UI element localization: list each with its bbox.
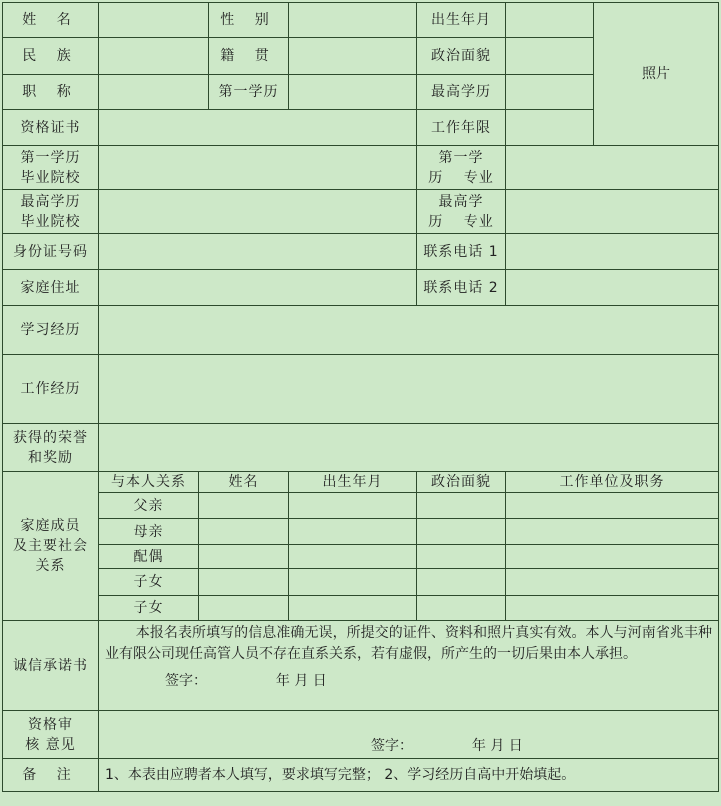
family-birth-field[interactable]	[289, 569, 417, 596]
family-birth-field[interactable]	[289, 545, 417, 569]
label-political: 政治面貌	[417, 38, 506, 75]
high-major-field[interactable]	[506, 190, 719, 234]
review-date: 年 月 日	[471, 738, 523, 754]
label-study: 学习经历	[3, 306, 99, 355]
label-family	[3, 472, 99, 621]
name-field[interactable]	[99, 3, 209, 38]
family-political-field[interactable]	[417, 596, 506, 621]
family-relation: 子女	[99, 596, 199, 621]
work-years-field[interactable]	[506, 110, 594, 146]
first-degree-field[interactable]	[289, 75, 417, 110]
family-birth-field[interactable]	[289, 519, 417, 545]
label-work-years: 工作年限	[417, 110, 506, 146]
family-relation: 子女	[99, 569, 199, 596]
label-honors	[3, 424, 99, 472]
label-name: 姓 名	[3, 3, 99, 38]
birth-field[interactable]	[506, 3, 594, 38]
label-high-major	[417, 190, 506, 234]
label-integrity: 诚信承诺书	[3, 621, 99, 711]
pledge-signature-line	[105, 671, 712, 692]
family-birth-field[interactable]	[289, 493, 417, 519]
first-major-field[interactable]	[506, 146, 719, 190]
label-first-major-line1: 第一学	[438, 149, 484, 166]
id-number-field[interactable]	[99, 234, 417, 270]
label-review-line2: 核 意见	[25, 736, 76, 753]
label-high-school-line2: 毕业院校	[20, 213, 81, 230]
family-name-field[interactable]	[199, 569, 289, 596]
family-header-name: 姓名	[199, 472, 289, 493]
label-first-major-line2: 历 专业	[428, 169, 494, 186]
label-certificate: 资格证书	[3, 110, 99, 146]
highest-degree-field[interactable]	[506, 75, 594, 110]
pledge-text: 本报名表所填写的信息准确无误，所提交的证件、资料和照片真实有效。本人与河南省兆丰种业有限公司现任高管人员不存在直系关系，若有虚假，所产生的一切后果由本人承担。	[105, 625, 712, 662]
label-id-number: 身份证号码	[3, 234, 99, 270]
label-title: 职 称	[3, 75, 99, 110]
application-form	[2, 2, 719, 792]
political-field[interactable]	[506, 38, 594, 75]
pledge-sign-label: 签字：	[165, 673, 207, 689]
family-political-field[interactable]	[417, 493, 506, 519]
label-high-school	[3, 190, 99, 234]
label-ethnicity: 民 族	[3, 38, 99, 75]
label-honors-line1: 获得的荣誉	[13, 429, 88, 446]
phone1-field[interactable]	[506, 234, 719, 270]
family-relation: 母亲	[99, 519, 199, 545]
label-first-major	[417, 146, 506, 190]
work-field[interactable]	[99, 355, 719, 424]
high-school-field[interactable]	[99, 190, 417, 234]
family-political-field[interactable]	[417, 519, 506, 545]
family-relation: 父亲	[99, 493, 199, 519]
family-political-field[interactable]	[417, 569, 506, 596]
label-high-major-line1: 最高学	[438, 193, 484, 210]
first-school-field[interactable]	[99, 146, 417, 190]
gender-field[interactable]	[289, 3, 417, 38]
label-gender: 性 别	[209, 3, 289, 38]
review-box[interactable]	[99, 711, 719, 759]
label-first-degree: 第一学历	[209, 75, 289, 110]
label-family-line1: 家庭成员	[20, 518, 81, 534]
family-header-political: 政治面貌	[417, 472, 506, 493]
review-sign-label: 签字：	[371, 738, 413, 754]
label-phone2: 联系电话 2	[417, 270, 506, 306]
family-work-field[interactable]	[506, 519, 719, 545]
label-highest-degree: 最高学历	[417, 75, 506, 110]
label-native-place: 籍 贯	[209, 38, 289, 75]
label-first-school-line2: 毕业院校	[20, 169, 81, 186]
study-field[interactable]	[99, 306, 719, 355]
family-name-field[interactable]	[199, 519, 289, 545]
family-name-field[interactable]	[199, 545, 289, 569]
label-phone1: 联系电话 1	[417, 234, 506, 270]
phone2-field[interactable]	[506, 270, 719, 306]
family-header-birth: 出生年月	[289, 472, 417, 493]
remarks-text: 1、本表由应聘者本人填写，要求填写完整； 2、学习经历自高中开始填起。	[99, 759, 719, 792]
family-work-field[interactable]	[506, 493, 719, 519]
photo-box[interactable]: 照片	[594, 3, 719, 146]
family-work-field[interactable]	[506, 596, 719, 621]
label-remarks: 备 注	[3, 759, 99, 792]
family-header-relation: 与本人关系	[99, 472, 199, 493]
label-review	[3, 711, 99, 759]
title-field[interactable]	[99, 75, 209, 110]
ethnicity-field[interactable]	[99, 38, 209, 75]
label-address: 家庭住址	[3, 270, 99, 306]
family-name-field[interactable]	[199, 596, 289, 621]
honors-field[interactable]	[99, 424, 719, 472]
label-honors-line2: 和奖励	[28, 449, 73, 466]
family-work-field[interactable]	[506, 545, 719, 569]
label-first-school-line1: 第一学历	[20, 149, 81, 166]
family-political-field[interactable]	[417, 545, 506, 569]
family-name-field[interactable]	[199, 493, 289, 519]
label-work: 工作经历	[3, 355, 99, 424]
label-high-major-line2: 历 专业	[428, 213, 494, 230]
label-birth: 出生年月	[417, 3, 506, 38]
address-field[interactable]	[99, 270, 417, 306]
family-birth-field[interactable]	[289, 596, 417, 621]
native-place-field[interactable]	[289, 38, 417, 75]
family-relation: 配偶	[99, 545, 199, 569]
label-review-line1: 资格审	[28, 716, 73, 733]
pledge-box	[99, 621, 719, 711]
label-family-line2: 及主要社会	[13, 538, 88, 554]
pledge-date: 年 月 日	[275, 673, 327, 689]
label-family-line3: 关系	[35, 558, 66, 574]
family-header-work: 工作单位及职务	[506, 472, 719, 493]
label-first-school	[3, 146, 99, 190]
family-work-field[interactable]	[506, 569, 719, 596]
label-high-school-line1: 最高学历	[20, 193, 81, 210]
certificate-field[interactable]	[99, 110, 417, 146]
